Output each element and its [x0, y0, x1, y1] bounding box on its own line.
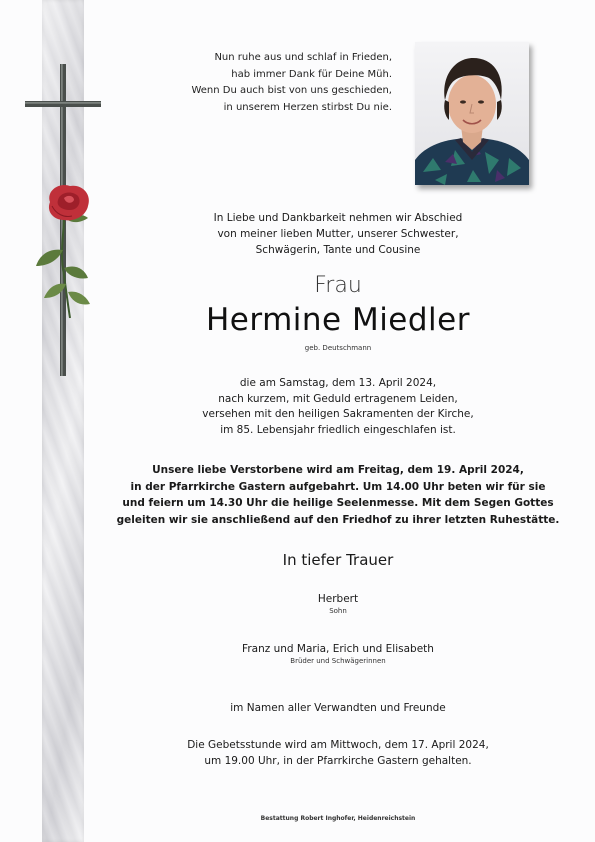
mourning-heading: In tiefer Trauer: [282, 551, 394, 569]
intro-text: [88, 210, 588, 258]
intro-line: von meiner lieben Mutter, unserer Schwester,: [217, 228, 459, 240]
prayer-info: [88, 738, 588, 769]
funeral-info-line: Unsere liebe Verstorbene wird am Freitag, dem 19. April 2024,: [152, 464, 524, 476]
deceased-name: Hermine Miedler: [205, 302, 470, 338]
funeral-info-line: und feiern um 14.30 Uhr die heilige Seelenmesse. Mit dem Segen Gottes: [122, 497, 554, 509]
death-notice-line: nach kurzem, mit Geduld ertragenem Leiden,: [218, 392, 458, 405]
intro-line: In Liebe und Dankbarkeit nehmen wir Abschied: [213, 212, 463, 224]
mourner-entry: [88, 642, 588, 666]
birth-name: geb. Deutschmann: [304, 344, 372, 352]
funeral-info-line: in der Pfarrkirche Gastern aufgebahrt. Um 14.00 Uhr beten wir für sie: [130, 480, 546, 493]
mourner-entry: [88, 592, 588, 616]
prayer-info-line: Die Gebetsstunde wird am Mittwoch, dem 17. April 2024,: [187, 739, 489, 751]
mourner-relation: Sohn: [329, 607, 347, 615]
mourner-name: Herbert: [317, 593, 359, 605]
poem-line: hab immer Dank für Deine Müh.: [231, 68, 392, 80]
poem-line: Wenn Du auch bist von uns geschieden,: [191, 85, 392, 96]
funeral-info: [88, 462, 588, 528]
portrait-photo: [415, 42, 529, 185]
poem: [160, 50, 392, 116]
poem-line: Nun ruhe aus und schlaf in Frieden,: [214, 52, 392, 63]
prayer-info-line: um 19.00 Uhr, in der Pfarrkirche Gastern gehalten.: [204, 754, 472, 767]
mourner-name: Franz und Maria, Erich und Elisabeth: [242, 643, 434, 655]
funeral-info-line: geleiten wir sie anschließend auf den Friedhof zu ihrer letzten Ruhestätte.: [116, 513, 560, 526]
death-notice: [88, 376, 588, 438]
death-notice-line: versehen mit den heiligen Sakramenten der Kirche,: [202, 408, 474, 420]
relatives-line: im Namen aller Verwandten und Freunde: [230, 702, 446, 714]
poem-line: in unserem Herzen stirbst Du nie.: [223, 101, 392, 113]
death-notice-line: die am Samstag, dem 13. April 2024,: [239, 377, 437, 389]
intro-line: Schwägerin, Tante und Cousine: [255, 244, 421, 256]
mourner-relation: Brüder und Schwägerinnen: [290, 657, 386, 665]
salutation: Frau: [314, 273, 362, 298]
undertaker-credit: Bestattung Robert Inghofer, Heidenreichstein: [260, 815, 416, 822]
death-notice-line: im 85. Lebensjahr friedlich eingeschlafen ist.: [220, 423, 456, 436]
